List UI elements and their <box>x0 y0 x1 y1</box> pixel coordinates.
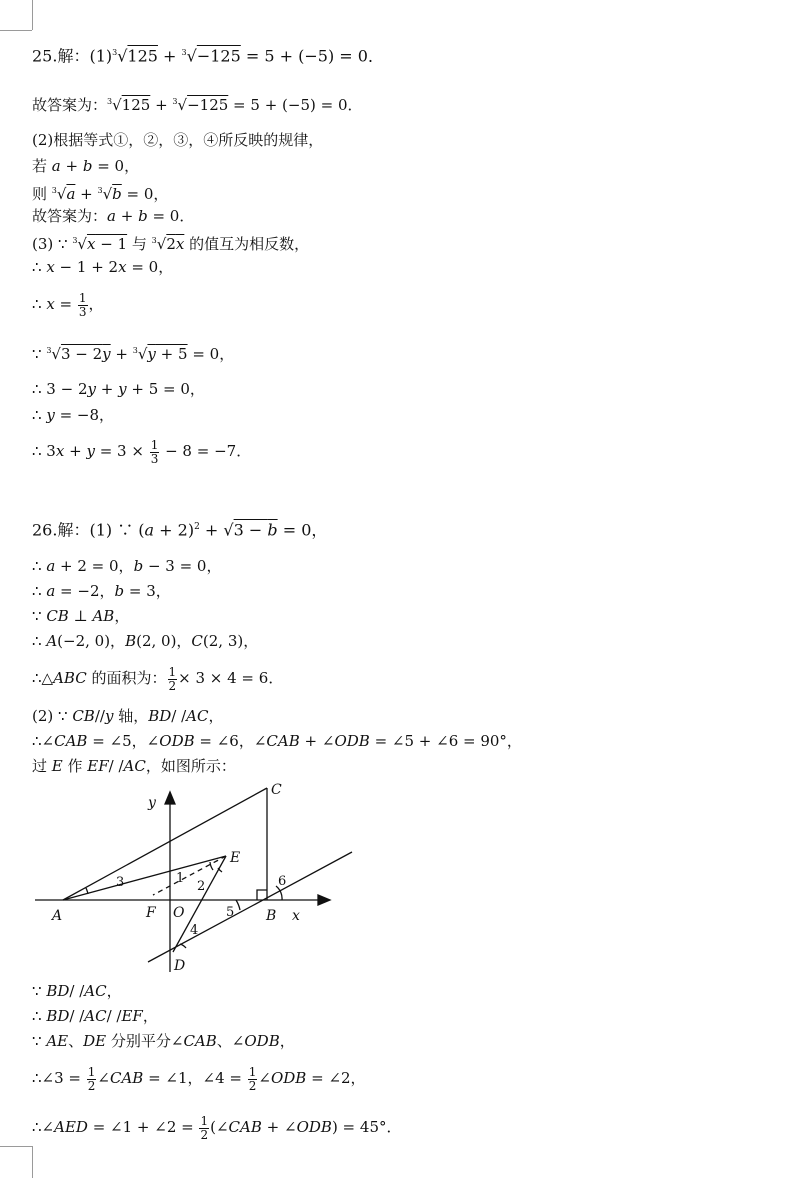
line-25-12: ∴ y = −8， <box>32 406 115 424</box>
label-angle-5: 5 <box>226 905 235 920</box>
line-25-2: 故答案为：$^3$√125 + $^3$√−125 = 5 + (−5) = 0． <box>32 96 363 114</box>
label-d: D <box>174 958 186 974</box>
segment-ac <box>63 788 267 900</box>
line-26-5: ∴ A(−2, 0)，B(2, 0)，C(2, 3)， <box>32 632 259 650</box>
line-26-14: ∴∠AED = ∠1 + ∠2 = $\frac{1}{2}$ (∠CAB + ∠ODB) = 45°． <box>32 1113 402 1142</box>
crop-mark-bottom-h <box>0 1146 32 1147</box>
label-angle-1: 1 <box>176 871 185 886</box>
line-25-7: (3) ∵ $^3$√x − 1 与 $^3$√2x 的值互为相反数， <box>32 235 310 253</box>
line-25-13: ∴ 3x + y = 3 × $\frac{1}{3}$ − 8 = −7． <box>32 437 252 466</box>
line-26-3: ∴ a = −2，b = 3， <box>32 582 171 600</box>
label-y: y <box>148 795 156 811</box>
y-axis-arrow <box>165 792 175 804</box>
line-26-6: ∴△ABC 的面积为： $\frac{1}{2}$ × 3 × 4 = 6． <box>32 664 284 693</box>
line-26-1: 26.解：(1) ∵ $(a + 2)^2 + √3 - b = 0$， <box>32 520 328 540</box>
line-26-11: ∴ BD/ /AC/ /EF， <box>32 1007 158 1025</box>
line-26-13: ∴∠3 = $\frac{1}{2}$ ∠CAB = ∠1，∠4 = $\frac{1}{2}$ ∠ODB = ∠2， <box>32 1064 366 1093</box>
angle-arc-1 <box>210 862 213 870</box>
label-angle-6: 6 <box>278 874 287 889</box>
line-26-9: 过 E 作 EF/ /AC，如图所示： <box>32 757 236 775</box>
line-25-5: 则 $^3$√a + $^3$√b = 0， <box>32 185 169 203</box>
line-26-10: ∵ BD/ /AC， <box>32 982 122 1000</box>
line-26-7: (2) ∵ CB//y 轴，BD/ /AC， <box>32 707 224 725</box>
label-b: B <box>266 908 277 924</box>
line-26-12: ∵ AE、DE 分别平分∠CAB、∠ODB， <box>32 1032 295 1050</box>
angle-arc-4 <box>180 944 186 948</box>
label-angle-3: 3 <box>116 875 125 890</box>
line-25-8: ∴ x − 1 + 2x = 0， <box>32 258 174 276</box>
line-26-2: ∴ a + 2 = 0，b − 3 = 0， <box>32 557 222 575</box>
line-26-8: ∴∠CAB = ∠5，∠ODB = ∠6，∠CAB + ∠ODB = ∠5 + ∠6 = 90°， <box>32 732 522 750</box>
line-25-9: ∴ x = $\frac{1}{3}$ ， <box>32 290 104 319</box>
angle-arc-5 <box>236 900 240 910</box>
label-e: E <box>230 850 241 866</box>
label-x: x <box>292 908 300 924</box>
geometry-figure <box>30 782 360 982</box>
crop-mark-bottom <box>32 1146 33 1178</box>
x-axis-arrow <box>318 895 330 905</box>
label-angle-2: 2 <box>197 879 206 894</box>
line-25-6: 故答案为：a + b = 0． <box>32 207 195 225</box>
line-25-3: (2)根据等式①，②，③，④所反映的规律， <box>32 131 324 149</box>
line-25-10: ∵ $^3$√3 − 2y + $^3$√y + 5 = 0， <box>32 345 235 363</box>
line-25-1: 25.解：$(1)^3√125 + ^3√-125 = 5 + (-5) = 0$． <box>32 46 384 66</box>
label-a: A <box>52 908 63 924</box>
label-c: C <box>271 782 282 798</box>
label-f: F <box>146 905 156 921</box>
label-o: O <box>173 905 185 921</box>
crop-mark-top-h <box>0 30 32 31</box>
line-26-4: ∵ CB ⊥ AB， <box>32 607 130 625</box>
label-angle-4: 4 <box>190 923 199 938</box>
line-25-11: ∴ 3 − 2y + y + 5 = 0， <box>32 380 205 398</box>
crop-mark-top <box>32 0 33 30</box>
line-25-4: 若 a + b = 0， <box>32 157 140 175</box>
